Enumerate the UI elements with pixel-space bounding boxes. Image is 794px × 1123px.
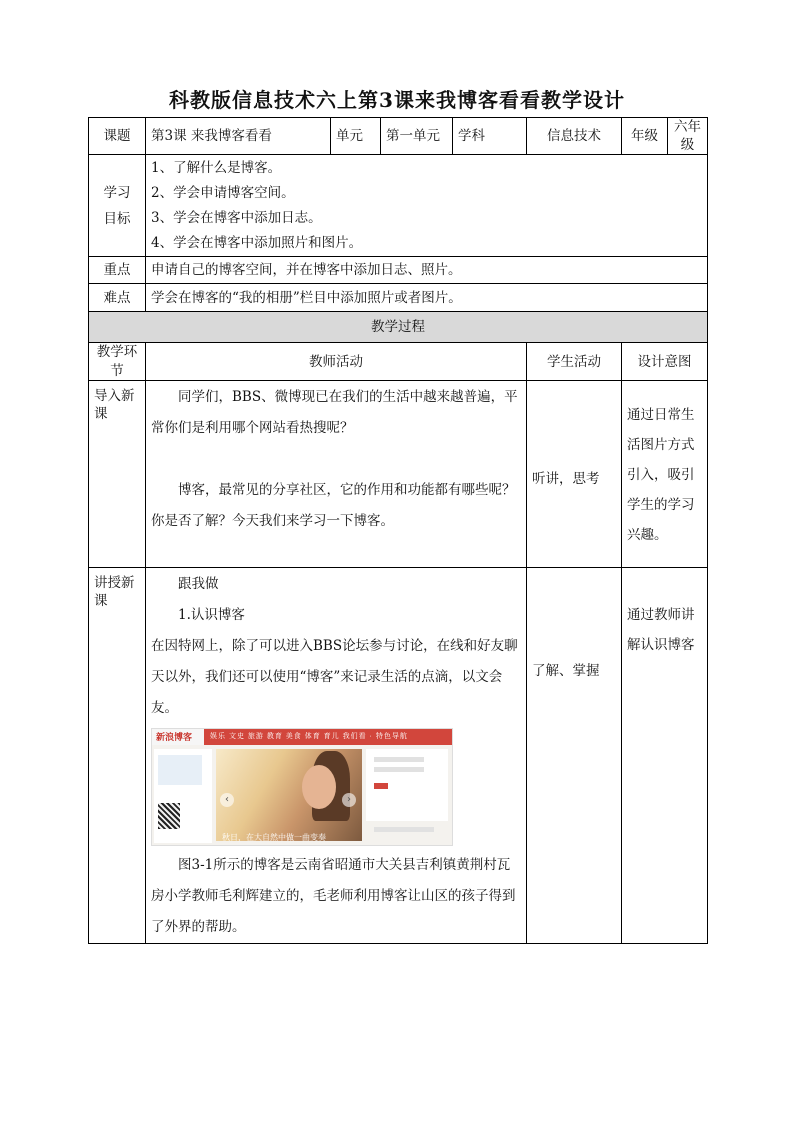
photo-figure-face	[302, 765, 336, 809]
intro-teacher	[146, 380, 527, 567]
intro-intent-text: 通过日常生活图片方式引入，吸引学生的学习兴趣。	[627, 406, 695, 543]
column-header-row	[89, 343, 708, 380]
col-intent: 设计意图	[622, 343, 708, 380]
grade-value: 六年级	[668, 118, 708, 155]
blog-nav-text: 娱乐 文史 旅游 教育 美食 体育 育儿 我们看 · 特色导航	[210, 732, 408, 740]
goals-label	[89, 155, 146, 257]
lesson-plan-table	[88, 117, 708, 944]
login-field	[374, 757, 424, 762]
lecture-sub1: 1.认识博客	[178, 606, 245, 623]
intro-row	[89, 380, 708, 567]
intro-stage: 导入新课	[89, 380, 146, 567]
process-header-row	[89, 312, 708, 343]
subject-label: 学科	[453, 118, 527, 155]
lecture-student: 了解、掌握	[527, 567, 622, 943]
blank-line	[151, 444, 521, 475]
blog-logo: 新浪博客	[156, 731, 193, 742]
login-button	[374, 783, 388, 789]
lesson-value: 第3课 来我博客看看	[146, 118, 331, 155]
lecture-p2: 图3-1所示的博客是云南省昭通市大关县吉利镇黄荆村瓦房小学教师毛利辉建立的，毛老师利用博客让山区的孩子得到了外界的帮助。	[151, 856, 516, 935]
goal-item: 2、学会申请博客空间。	[151, 184, 295, 201]
goals-row	[89, 155, 708, 257]
intro-teacher-p2: 博客，最常见的分享社区，它的作用和功能都有哪些呢？你是否了解？今天我们来学习一下博客。	[151, 481, 516, 529]
unit-value: 第一单元	[381, 118, 453, 155]
goal-item: 4、学会在博客中添加照片和图片。	[151, 234, 363, 251]
key-point-text: 申请自己的博客空间，并在博客中添加日志、照片。	[146, 257, 708, 284]
unit-label: 单元	[331, 118, 381, 155]
blog-photo-caption: 秋日，在大自然中做一曲变奏	[222, 832, 326, 842]
difficulty-label: 难点	[89, 284, 146, 312]
key-point-row	[89, 257, 708, 284]
process-header: 教学过程	[89, 312, 708, 343]
goals-label-line1: 学习	[103, 184, 131, 201]
lecture-intent-text: 通过教师讲解认识博客	[627, 606, 695, 653]
lecture-row	[89, 567, 708, 943]
intro-student: 听讲，思考	[527, 380, 622, 567]
lecture-p1: 在因特网上，除了可以进入BBS论坛参与讨论，在线和好友聊天以外，我们还可以使用“博客”来记录生活的点滴，以文会友。	[151, 637, 518, 716]
goals-label-line2: 目标	[103, 210, 131, 227]
lecture-teacher	[146, 567, 527, 943]
intro-teacher-p1: 同学们，BBS、微博现已在我们的生活中越来越普遍，平常你们是利用哪个网站看热搜呢？	[151, 388, 518, 436]
login-field	[374, 767, 424, 772]
goals-list	[146, 155, 708, 257]
intro-intent	[622, 380, 708, 567]
blog-screenshot-figure	[151, 728, 453, 846]
lesson-label: 课题	[89, 118, 146, 155]
blog-left-banner	[158, 755, 202, 785]
difficulty-text: 学会在博客的“我的相册”栏目中添加照片或者图片。	[146, 284, 708, 312]
goal-item: 3、学会在博客中添加日志。	[151, 209, 322, 226]
subject-value: 信息技术	[527, 118, 622, 155]
col-student: 学生活动	[527, 343, 622, 380]
lecture-intent	[622, 567, 708, 943]
col-stage: 教学环节	[89, 343, 146, 380]
prev-arrow-icon: ‹	[220, 793, 234, 807]
col-teacher: 教师活动	[146, 343, 527, 380]
document-title: 科教版信息技术六上第3课来我博客看看教学设计	[169, 88, 625, 112]
qr-code-icon	[158, 803, 180, 829]
blog-right-line	[374, 827, 434, 832]
goal-item: 1、了解什么是博客。	[151, 159, 282, 176]
difficulty-row	[89, 284, 708, 312]
next-arrow-icon: ›	[342, 793, 356, 807]
lecture-stage: 讲授新课	[89, 567, 146, 943]
grade-label: 年级	[622, 118, 668, 155]
key-point-label: 重点	[89, 257, 146, 284]
lecture-follow: 跟我做	[178, 575, 219, 592]
info-row	[89, 118, 708, 155]
